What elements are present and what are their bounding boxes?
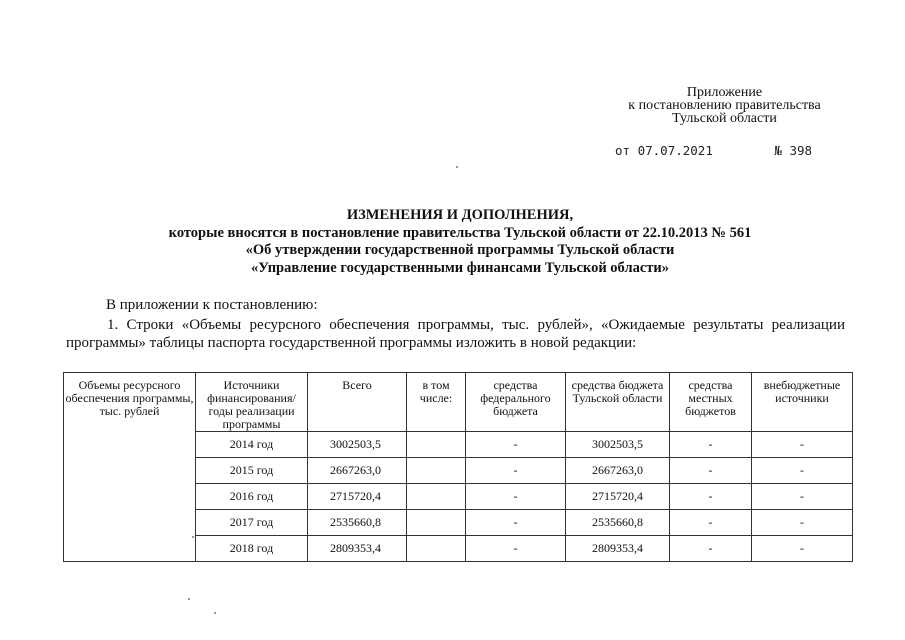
cell-year: 2018 год: [196, 536, 308, 562]
heading-subtitle: которые вносятся в постановление правительства Тульской области от 22.10.2013 № 561: [168, 224, 752, 241]
document-heading: [60, 207, 860, 277]
cell-total: 2809353,4: [308, 536, 407, 562]
cell-local: -: [670, 536, 752, 562]
cell-including: [407, 510, 466, 536]
col-header-including: в том числе:: [407, 373, 466, 432]
cell-year: 2014 год: [196, 432, 308, 458]
appendix-resolution-line: к постановлению правительства: [628, 98, 821, 113]
cell-year: 2016 год: [196, 484, 308, 510]
cell-total: 3002503,5: [308, 432, 407, 458]
cell-regional: 2535660,8: [566, 510, 670, 536]
col-header-sources: Источники финансирования/ годы реализации программы: [196, 373, 308, 432]
col-header-federal: средства федерального бюджета: [466, 373, 566, 432]
col-header-local: средства местных бюджетов: [670, 373, 752, 432]
cell-extrabudget: -: [752, 432, 853, 458]
cell-including: [407, 432, 466, 458]
cell-local: -: [670, 484, 752, 510]
document-number: 398: [789, 143, 813, 158]
cell-federal: -: [466, 484, 566, 510]
cell-total: 2715720,4: [308, 484, 407, 510]
cell-local: -: [670, 510, 752, 536]
heading-program-name: «Управление государственными финансами Тульской области»: [251, 259, 669, 276]
cell-federal: -: [466, 536, 566, 562]
row-header-cell: [64, 373, 196, 562]
cell-year: 2015 год: [196, 458, 308, 484]
cell-regional: 3002503,5: [566, 432, 670, 458]
scan-speck: [192, 536, 194, 538]
row-header-label: Объемы ресурсного обеспечения программы, тыс. рублей: [65, 378, 194, 418]
date-prefix: от: [615, 143, 631, 158]
cell-extrabudget: -: [752, 484, 853, 510]
appendix-region-line: Тульской области: [672, 111, 777, 126]
heading-title: ИЗМЕНЕНИЯ И ДОПОЛНЕНИЯ,: [346, 207, 574, 223]
cell-local: -: [670, 458, 752, 484]
cell-including: [407, 536, 466, 562]
scan-speck: [188, 598, 190, 600]
cell-extrabudget: -: [752, 458, 853, 484]
cell-federal: -: [466, 510, 566, 536]
cell-year: 2017 год: [196, 510, 308, 536]
cell-local: -: [670, 432, 752, 458]
passport-table: [63, 372, 853, 562]
cell-including: [407, 484, 466, 510]
cell-extrabudget: -: [752, 536, 853, 562]
cell-total: 2667263,0: [308, 458, 407, 484]
col-header-total: Всего: [308, 373, 407, 432]
document-date: 07.07.2021: [637, 143, 713, 158]
col-header-extrabudget: внебюджетные источники: [752, 373, 853, 432]
table-header-row: [64, 373, 853, 432]
cell-regional: 2715720,4: [566, 484, 670, 510]
document-reference: [615, 143, 812, 158]
col-header-regional: средства бюджета Тульской области: [566, 373, 670, 432]
number-prefix: №: [774, 143, 782, 158]
cell-federal: -: [466, 458, 566, 484]
cell-regional: 2809353,4: [566, 536, 670, 562]
heading-program-line: «Об утверждении государственной программы Тульской области: [245, 242, 675, 258]
appendix-title: Приложение: [686, 85, 763, 100]
cell-including: [407, 458, 466, 484]
intro-text: В приложении к постановлению:: [106, 297, 318, 313]
paragraph-1: 1. Строки «Объемы ресурсного обеспечения программы, тыс. рублей», «Ожидаемые результаты реализации программы» таблицы паспорта государственной программы изложить в новой редакции:: [66, 317, 845, 351]
cell-extrabudget: -: [752, 510, 853, 536]
scan-speck: [214, 612, 216, 614]
cell-regional: 2667263,0: [566, 458, 670, 484]
cell-total: 2535660,8: [308, 510, 407, 536]
appendix-block: [612, 86, 837, 125]
cell-federal: -: [466, 432, 566, 458]
scan-speck: [456, 166, 458, 168]
